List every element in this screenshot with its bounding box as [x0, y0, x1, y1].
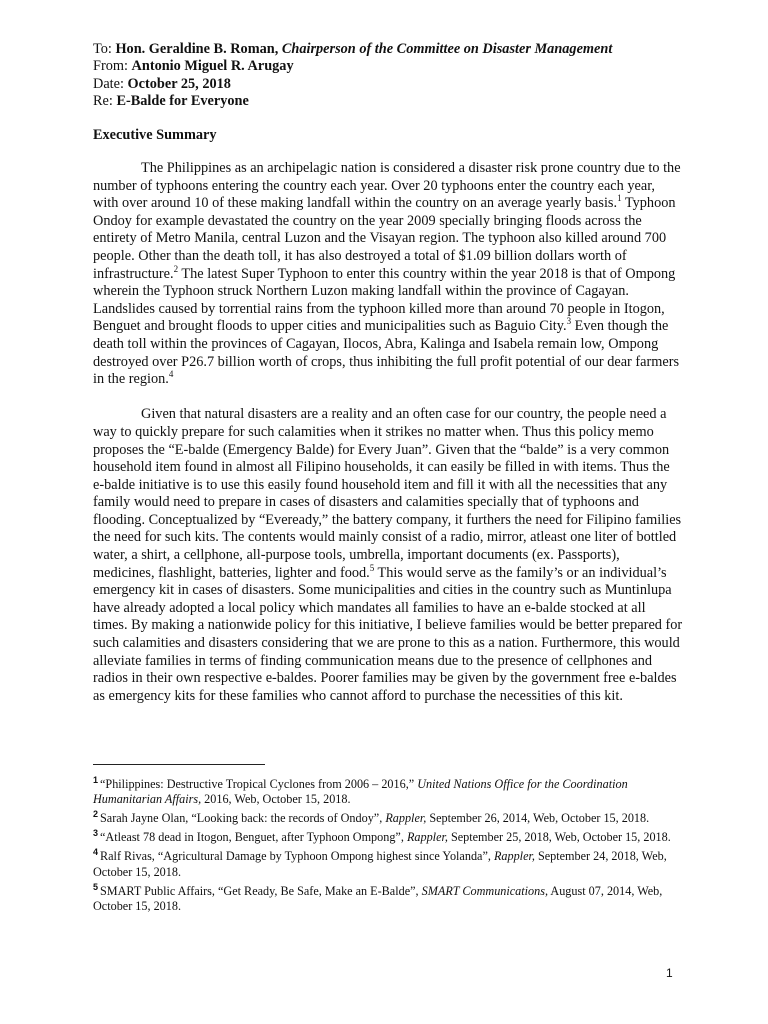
footnote-3: $^3$ “Atleast 78 dead in Itogon, Benguet, after Typhoon Ompong”, Rappler, September 25, 2018, Web, October 15, 2018.	[93, 828, 671, 845]
memo-to-name: Hon. Geraldine B. Roman,	[115, 41, 279, 57]
footnote-1: $^1$ “Philippines: Destructive Tropical Cyclones from 2006 – 2016,” United Nations Office for the Coordination Humanitarian Affairs, 2016, Web, October 15, 2018.	[93, 774, 628, 807]
memo-from-line: From: Antonio Miguel R. Arugay	[93, 58, 294, 75]
memo-to-line: To: Hon. Geraldine B. Roman, Chairperson of the Committee on Disaster Management	[93, 41, 613, 57]
footnote-ref-1[interactable]: 1	[617, 193, 622, 204]
footnote-2: $^2$ Sarah Jayne Olan, “Looking back: the records of Ondoy”, Rappler, September 26, 2014, Web, October 15, 2018.	[93, 809, 650, 826]
section-title: Executive Summary	[93, 127, 217, 143]
memo-re-value: E-Balde for Everyone	[116, 93, 249, 110]
memo-re-line: Re: E-Balde for Everyone	[93, 93, 249, 110]
footnote-ref-4[interactable]: 4	[168, 369, 174, 380]
footnote-5: $^5$ SMART Public Affairs, “Get Ready, Be Safe, Make an E-Balde”, SMART Communications, August 07, 2014, Web, October 15, 2018.	[93, 881, 663, 914]
body-text	[93, 160, 683, 705]
footnotes	[93, 774, 683, 918]
memo-header	[93, 41, 693, 111]
paragraph-1: The Philippines as an archipelagic nation is considered a disaster risk prone country due to the number of typhoons entering the country each year. Over 20 typhoons enter the country each year, with over around 10 of these making landfall within the country on an average yearly basis.$^1$ Typhoon Ondoy for example devastated the country on the year 2009 specially bringing floods across the entirety of Metro Manila, central Luzon and the Visayan region. The typhoon also killed around 700 people. Other than the death toll, it has also destroyed a total of $1.09 billion dollars worth of infrastructure.$^2$ The latest Super Typhoon to enter this country within the year 2018 is that of Ompong wherein the Typhoon struck Northern Luzon making landfall within the province of Cagayan. Landslides caused by torrential rains from the typhoon killed more than around 70 people in Itogon, Benguet and brought floods to upper cities and municipalities such as Baguio City.$^3$ Even though the death toll within the provinces of Cagayan, Ilocos, Abra, Kalinga and Isabela remain low, Ompong destroyed over P26.7 billion worth of crops, thus inhibiting the full profit potential of our dear farmers in the region.$^4$	[93, 160, 681, 388]
footnote-ref-3[interactable]: 3	[566, 316, 572, 327]
footnote-ref-2[interactable]: 2	[173, 263, 179, 274]
memo-to-title: Chairperson of the Committee on Disaster Management	[281, 41, 613, 57]
footnote-ref-5[interactable]: 5	[369, 562, 375, 573]
footnote-4: $^4$ Ralf Rivas, “Agricultural Damage by Typhoon Ompong highest since Yolanda”, Rappler, September 24, 2018, Web, October 15, 2018.	[93, 847, 667, 879]
memo-from-name: Antonio Miguel R. Arugay	[131, 58, 294, 75]
memo-date-line: Date: October 25, 2018	[93, 75, 231, 92]
paragraph-2: Given that natural disasters are a reality and an often case for our country, the people need a way to quickly prepare for such calamities when it strikes no matter when. Thus this policy memo proposes the “E-balde (Emergency Balde) for Every Juan”. Given that the “balde” is a very common household item found in almost all Filipino households, it can easily be filled in with items. Thus the e-balde initiative is to use this easily found household item and fill it with all the necessities that any family would need to prepare in cases of disasters and calamities specially that of typhoons and flooding. Conceptualized by “Eveready,” the battery company, it furthers the need for Filipino families the need for such kits. The contents would mainly consist of a radio, mirror, atleast one liter of bottled water, a shirt, a cellphone, all-purpose tools, umbrella, important documents (ex. Passports), medicines, flashlight, batteries, lighter and food.$^5$ This would serve as the family’s or an individual’s emergency kit in cases of disasters. Some municipalities and cities in the country such as Muntinlupa have already adopted a local policy which mandates all families to have an e-balde stocked at all times. By making a nationwide policy for this initiative, I believe families would be better prepared for such calamities and disasters considering that we are prone to this as a nation. Furthermore, this would alleviate families in terms of finding communication means due to the presence of cellphones and radios in their own respective e-baldes. Poorer families may be given by the government free e-baldes as emergency kits for these families who cannot afford to purchase the necessities of this kit.	[93, 406, 683, 704]
page-number: 1	[666, 966, 673, 980]
footnote-divider	[93, 764, 265, 765]
memo-date-value: October 25, 2018	[127, 75, 231, 92]
